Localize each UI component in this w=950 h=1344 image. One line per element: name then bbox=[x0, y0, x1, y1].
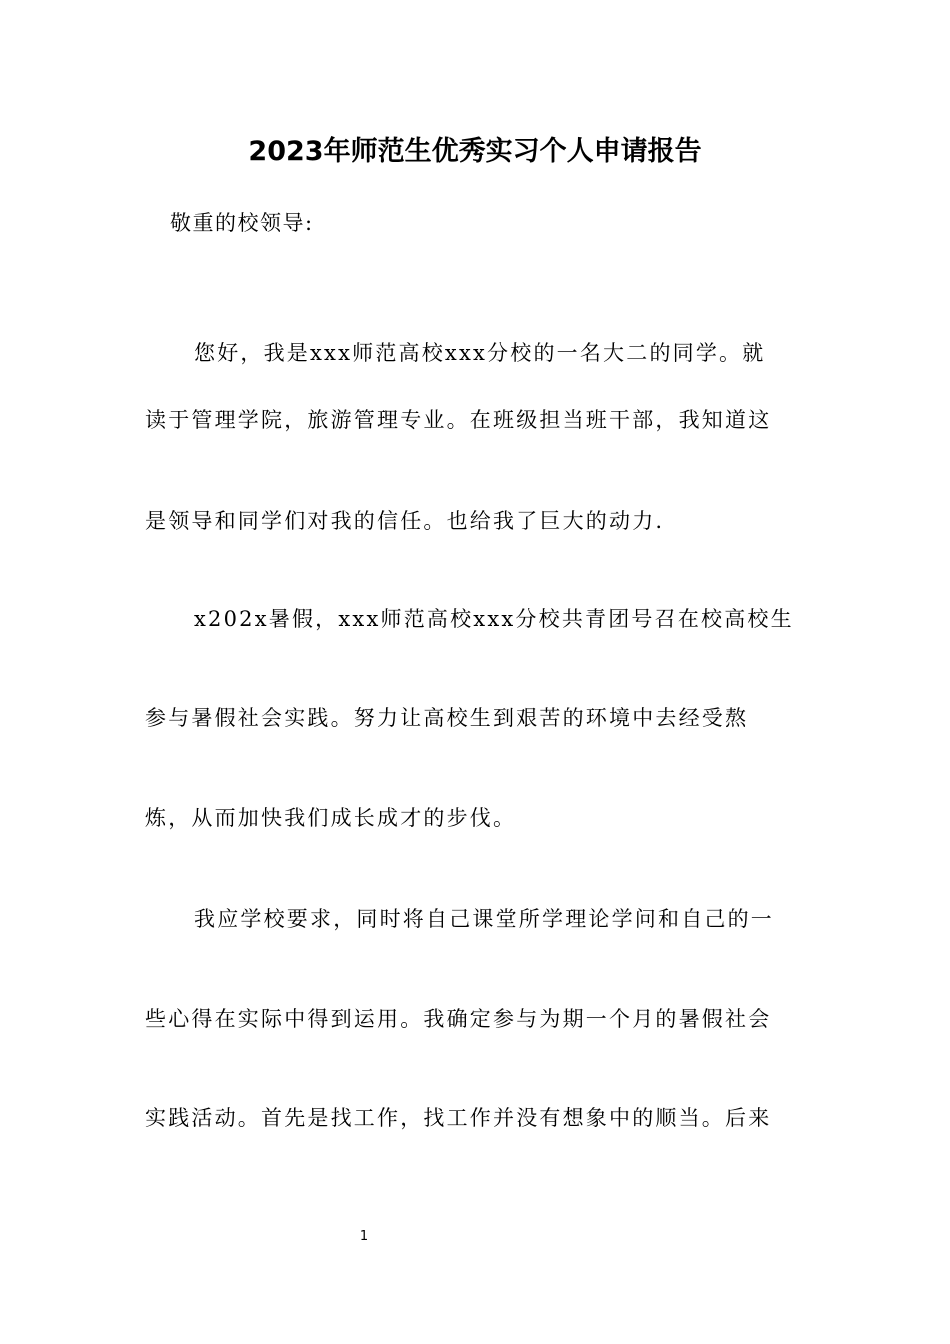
page-number: 1 bbox=[359, 1229, 369, 1244]
document-title: 2023年师范生优秀实习个人申请报告 bbox=[248, 136, 702, 167]
paragraph-line: 炼，从而加快我们成长成才的步伐。 bbox=[145, 806, 517, 830]
paragraph-line: x202x暑假，xxx师范高校xxx分校共青团号召在校高校生 bbox=[194, 607, 794, 631]
paragraph-line: 参与暑假社会实践。努力让高校生到艰苦的环境中去经受熬 bbox=[145, 706, 749, 730]
paragraph-line: 读于管理学院，旅游管理专业。在班级担当班干部，我知道这 bbox=[145, 408, 772, 432]
salutation: 敬重的校领导: bbox=[170, 211, 314, 235]
paragraph-line: 些心得在实际中得到运用。我确定参与为期一个月的暑假社会 bbox=[145, 1007, 772, 1031]
paragraph-line: 实践活动。首先是找工作，找工作并没有想象中的顺当。后来 bbox=[145, 1106, 772, 1130]
paragraph-line: 是领导和同学们对我的信任。也给我了巨大的动力. bbox=[145, 509, 665, 533]
paragraph-line: 您好，我是xxx师范高校xxx分校的一名大二的同学。就 bbox=[194, 341, 766, 365]
paragraph-line: 我应学校要求，同时将自己课堂所学理论学问和自己的一 bbox=[194, 907, 774, 931]
